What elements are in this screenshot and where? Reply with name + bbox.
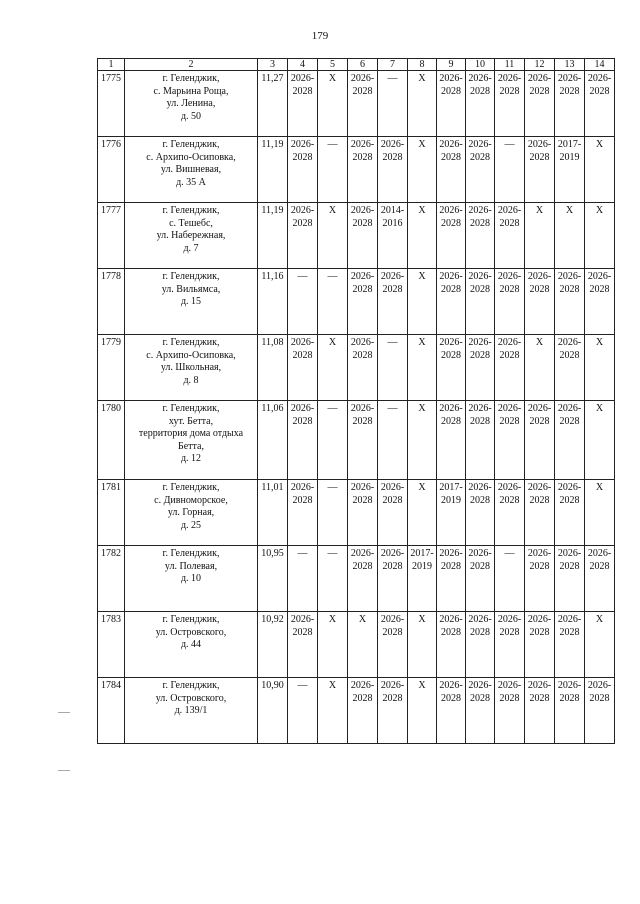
period-cell: X: [408, 203, 437, 269]
period-cell: 2017- 2019: [555, 137, 585, 203]
period-cell: 2026- 2028: [555, 678, 585, 744]
period-cell: 2026- 2028: [348, 678, 378, 744]
column-number-row: [98, 59, 615, 71]
period-cell: X: [408, 137, 437, 203]
row-number: 1777: [98, 203, 125, 269]
period-cell: 2026- 2028: [466, 335, 495, 401]
period-cell: 2026- 2028: [466, 480, 495, 546]
area-cell: 11,19: [258, 203, 288, 269]
period-cell: X: [318, 678, 348, 744]
address-line: д. 44: [180, 639, 202, 650]
period-cell: 2026- 2028: [555, 480, 585, 546]
period-cell: 2026- 2028: [466, 612, 495, 678]
address-line: г. Геленджик,: [162, 614, 220, 625]
period-cell: 2026- 2028: [495, 401, 525, 480]
buildings-table: [97, 58, 615, 744]
period-cell: 2026- 2028: [555, 269, 585, 335]
address-line: д. 7: [183, 242, 199, 254]
area-cell: 11,19: [258, 137, 288, 203]
address-line: ул. Набережная,: [156, 230, 226, 241]
column-header-14: 14: [585, 59, 615, 71]
table-row: [98, 401, 615, 480]
address-cell: [125, 612, 258, 678]
column-header-4: 4: [288, 59, 318, 71]
period-cell: 2026- 2028: [378, 137, 408, 203]
address-cell: [125, 71, 258, 137]
period-cell: 2026- 2028: [288, 480, 318, 546]
period-cell: —: [288, 546, 318, 612]
area-cell: 11,06: [258, 401, 288, 480]
address-line: д. 12: [180, 453, 202, 464]
period-cell: 2026- 2028: [525, 546, 555, 612]
period-cell: 2026- 2028: [348, 71, 378, 137]
period-cell: 2026- 2028: [585, 546, 615, 612]
row-number: 1781: [98, 480, 125, 546]
period-cell: 2026- 2028: [348, 269, 378, 335]
column-header-8: 8: [408, 59, 437, 71]
period-cell: 2026- 2028: [437, 203, 466, 269]
period-cell: —: [495, 137, 525, 203]
period-cell: 2026- 2028: [466, 203, 495, 269]
period-cell: X: [585, 401, 615, 480]
row-number: 1784: [98, 678, 125, 744]
period-cell: 2026- 2028: [525, 269, 555, 335]
column-header-11: 11: [495, 59, 525, 71]
area-cell: 11,16: [258, 269, 288, 335]
period-cell: 2026- 2028: [466, 401, 495, 480]
address-line: д. 35 А: [176, 176, 206, 188]
period-cell: 2026- 2028: [585, 269, 615, 335]
period-cell: 2026- 2028: [495, 678, 525, 744]
period-cell: 2026- 2028: [525, 401, 555, 480]
row-number: 1775: [98, 71, 125, 137]
period-cell: X: [408, 269, 437, 335]
address-cell: [125, 546, 258, 612]
period-cell: —: [495, 546, 525, 612]
period-cell: 2026- 2028: [466, 137, 495, 203]
period-cell: —: [378, 335, 408, 401]
period-cell: X: [585, 137, 615, 203]
period-cell: 2026- 2028: [495, 269, 525, 335]
period-cell: —: [318, 480, 348, 546]
column-header-3: 3: [258, 59, 288, 71]
period-cell: 2026- 2028: [555, 612, 585, 678]
period-cell: X: [525, 203, 555, 269]
address-line: г. Геленджик,: [162, 548, 220, 559]
period-cell: X: [585, 612, 615, 678]
period-cell: 2026- 2028: [437, 678, 466, 744]
address-line: ул. Школьная,: [160, 362, 222, 373]
period-cell: 2026- 2028: [288, 335, 318, 401]
period-cell: 2026- 2028: [495, 612, 525, 678]
row-number: 1776: [98, 137, 125, 203]
period-cell: 2026- 2028: [437, 612, 466, 678]
table-row: [98, 269, 615, 335]
table-row: [98, 335, 615, 401]
column-header-1: 1: [98, 59, 125, 71]
address-line: хут. Бетта,: [168, 415, 214, 427]
address-cell: [125, 335, 258, 401]
period-cell: 2026- 2028: [585, 71, 615, 137]
period-cell: 2026- 2028: [348, 203, 378, 269]
period-cell: 2017- 2019: [437, 480, 466, 546]
period-cell: X: [555, 203, 585, 269]
period-cell: X: [408, 335, 437, 401]
address-line: Бетта,: [178, 440, 204, 452]
period-cell: —: [318, 137, 348, 203]
margin-mark: [58, 770, 70, 771]
period-cell: 2026- 2028: [495, 203, 525, 269]
period-cell: —: [318, 269, 348, 335]
period-cell: —: [378, 401, 408, 480]
area-cell: 10,95: [258, 546, 288, 612]
period-cell: X: [348, 612, 378, 678]
period-cell: 2026- 2028: [288, 401, 318, 480]
address-cell: [125, 269, 258, 335]
period-cell: 2026- 2028: [585, 678, 615, 744]
period-cell: 2026- 2028: [437, 71, 466, 137]
address-line: г. Геленджик,: [162, 271, 220, 282]
area-cell: 11,27: [258, 71, 288, 137]
column-header-9: 9: [437, 59, 466, 71]
address-line: с. Тешебс,: [169, 217, 213, 229]
period-cell: X: [585, 480, 615, 546]
area-cell: 11,08: [258, 335, 288, 401]
period-cell: X: [408, 612, 437, 678]
row-number: 1778: [98, 269, 125, 335]
column-header-2: 2: [125, 59, 258, 71]
address-line: ул. Вишневая,: [160, 164, 222, 175]
table-row: [98, 203, 615, 269]
period-cell: X: [525, 335, 555, 401]
period-cell: 2026- 2028: [348, 546, 378, 612]
period-cell: 2026- 2028: [348, 335, 378, 401]
period-cell: X: [318, 612, 348, 678]
address-line: ул. Горная,: [167, 507, 215, 518]
period-cell: 2026- 2028: [525, 480, 555, 546]
table-row: [98, 137, 615, 203]
row-number: 1782: [98, 546, 125, 612]
table-row: [98, 71, 615, 137]
period-cell: 2026- 2028: [378, 546, 408, 612]
address-cell: [125, 401, 258, 480]
period-cell: 2026- 2028: [525, 71, 555, 137]
period-cell: 2026- 2028: [288, 612, 318, 678]
period-cell: 2026- 2028: [525, 137, 555, 203]
table-row: [98, 678, 615, 744]
table-body: [98, 59, 615, 744]
address-line: ул. Вильямса,: [161, 283, 221, 295]
address-line: ул. Ленина,: [166, 98, 216, 109]
address-line: г. Геленджик,: [162, 139, 220, 150]
period-cell: 2026- 2028: [288, 137, 318, 203]
period-cell: X: [318, 203, 348, 269]
period-cell: 2026- 2028: [525, 612, 555, 678]
period-cell: 2026- 2028: [437, 546, 466, 612]
period-cell: 2026- 2028: [466, 269, 495, 335]
column-header-12: 12: [525, 59, 555, 71]
period-cell: 2017- 2019: [408, 546, 437, 612]
row-number: 1783: [98, 612, 125, 678]
row-number: 1779: [98, 335, 125, 401]
period-cell: 2026- 2028: [525, 678, 555, 744]
period-cell: X: [318, 335, 348, 401]
address-cell: [125, 203, 258, 269]
address-line: г. Геленджик,: [162, 205, 220, 216]
period-cell: 2026- 2028: [288, 203, 318, 269]
address-line: г. Геленджик,: [162, 482, 220, 493]
period-cell: 2026- 2028: [555, 546, 585, 612]
table-row: [98, 546, 615, 612]
period-cell: X: [585, 203, 615, 269]
period-cell: 2026- 2028: [378, 480, 408, 546]
period-cell: 2026- 2028: [437, 137, 466, 203]
column-header-6: 6: [348, 59, 378, 71]
period-cell: X: [408, 480, 437, 546]
period-cell: 2026- 2028: [466, 546, 495, 612]
address-line: д. 139/1: [174, 705, 208, 716]
address-line: с. Архипо-Осиповка,: [146, 349, 236, 361]
table-row: [98, 480, 615, 546]
period-cell: 2026- 2028: [495, 71, 525, 137]
period-cell: 2026- 2028: [466, 678, 495, 744]
column-header-5: 5: [318, 59, 348, 71]
period-cell: X: [408, 401, 437, 480]
period-cell: —: [318, 401, 348, 480]
address-line: с. Дивноморское,: [154, 494, 228, 506]
address-line: г. Геленджик,: [162, 680, 220, 691]
period-cell: 2026- 2028: [288, 71, 318, 137]
period-cell: 2026- 2028: [348, 137, 378, 203]
period-cell: 2026- 2028: [378, 678, 408, 744]
period-cell: 2026- 2028: [466, 71, 495, 137]
period-cell: X: [408, 678, 437, 744]
period-cell: 2026- 2028: [437, 269, 466, 335]
address-line: г. Геленджик,: [162, 403, 220, 414]
period-cell: 2026- 2028: [555, 71, 585, 137]
period-cell: 2026- 2028: [348, 480, 378, 546]
address-line: ул. Островского,: [155, 692, 227, 704]
column-header-7: 7: [378, 59, 408, 71]
period-cell: —: [318, 546, 348, 612]
column-header-10: 10: [466, 59, 495, 71]
period-cell: 2026- 2028: [495, 335, 525, 401]
table-row: [98, 612, 615, 678]
area-cell: 11,01: [258, 480, 288, 546]
period-cell: 2026- 2028: [378, 269, 408, 335]
address-line: ул. Островского,: [155, 626, 227, 638]
period-cell: —: [288, 678, 318, 744]
period-cell: 2026- 2028: [495, 480, 525, 546]
address-line: территория дома отдыха: [138, 428, 244, 439]
period-cell: 2026- 2028: [555, 401, 585, 480]
address-line: ул. Полевая,: [164, 560, 218, 572]
margin-mark: [58, 712, 70, 713]
area-cell: 10,90: [258, 678, 288, 744]
address-cell: [125, 480, 258, 546]
address-line: с. Марьина Роща,: [153, 85, 229, 97]
column-header-13: 13: [555, 59, 585, 71]
period-cell: 2026- 2028: [378, 612, 408, 678]
address-line: д. 15: [180, 296, 202, 307]
address-line: г. Геленджик,: [162, 73, 220, 84]
address-line: д. 25: [180, 519, 202, 531]
period-cell: 2026- 2028: [437, 401, 466, 480]
period-cell: X: [408, 71, 437, 137]
address-line: с. Архипо-Осиповка,: [146, 151, 236, 163]
page-number: 179: [311, 30, 329, 42]
row-number: 1780: [98, 401, 125, 480]
address-line: д. 10: [180, 573, 202, 584]
period-cell: X: [318, 71, 348, 137]
period-cell: —: [288, 269, 318, 335]
period-cell: —: [378, 71, 408, 137]
period-cell: 2014- 2016: [378, 203, 408, 269]
period-cell: 2026- 2028: [437, 335, 466, 401]
address-line: д. 8: [183, 374, 199, 386]
address-line: г. Геленджик,: [162, 337, 220, 348]
period-cell: 2026- 2028: [555, 335, 585, 401]
area-cell: 10,92: [258, 612, 288, 678]
period-cell: X: [585, 335, 615, 401]
address-cell: [125, 137, 258, 203]
period-cell: 2026- 2028: [348, 401, 378, 480]
address-line: д. 50: [180, 110, 202, 122]
address-cell: [125, 678, 258, 744]
